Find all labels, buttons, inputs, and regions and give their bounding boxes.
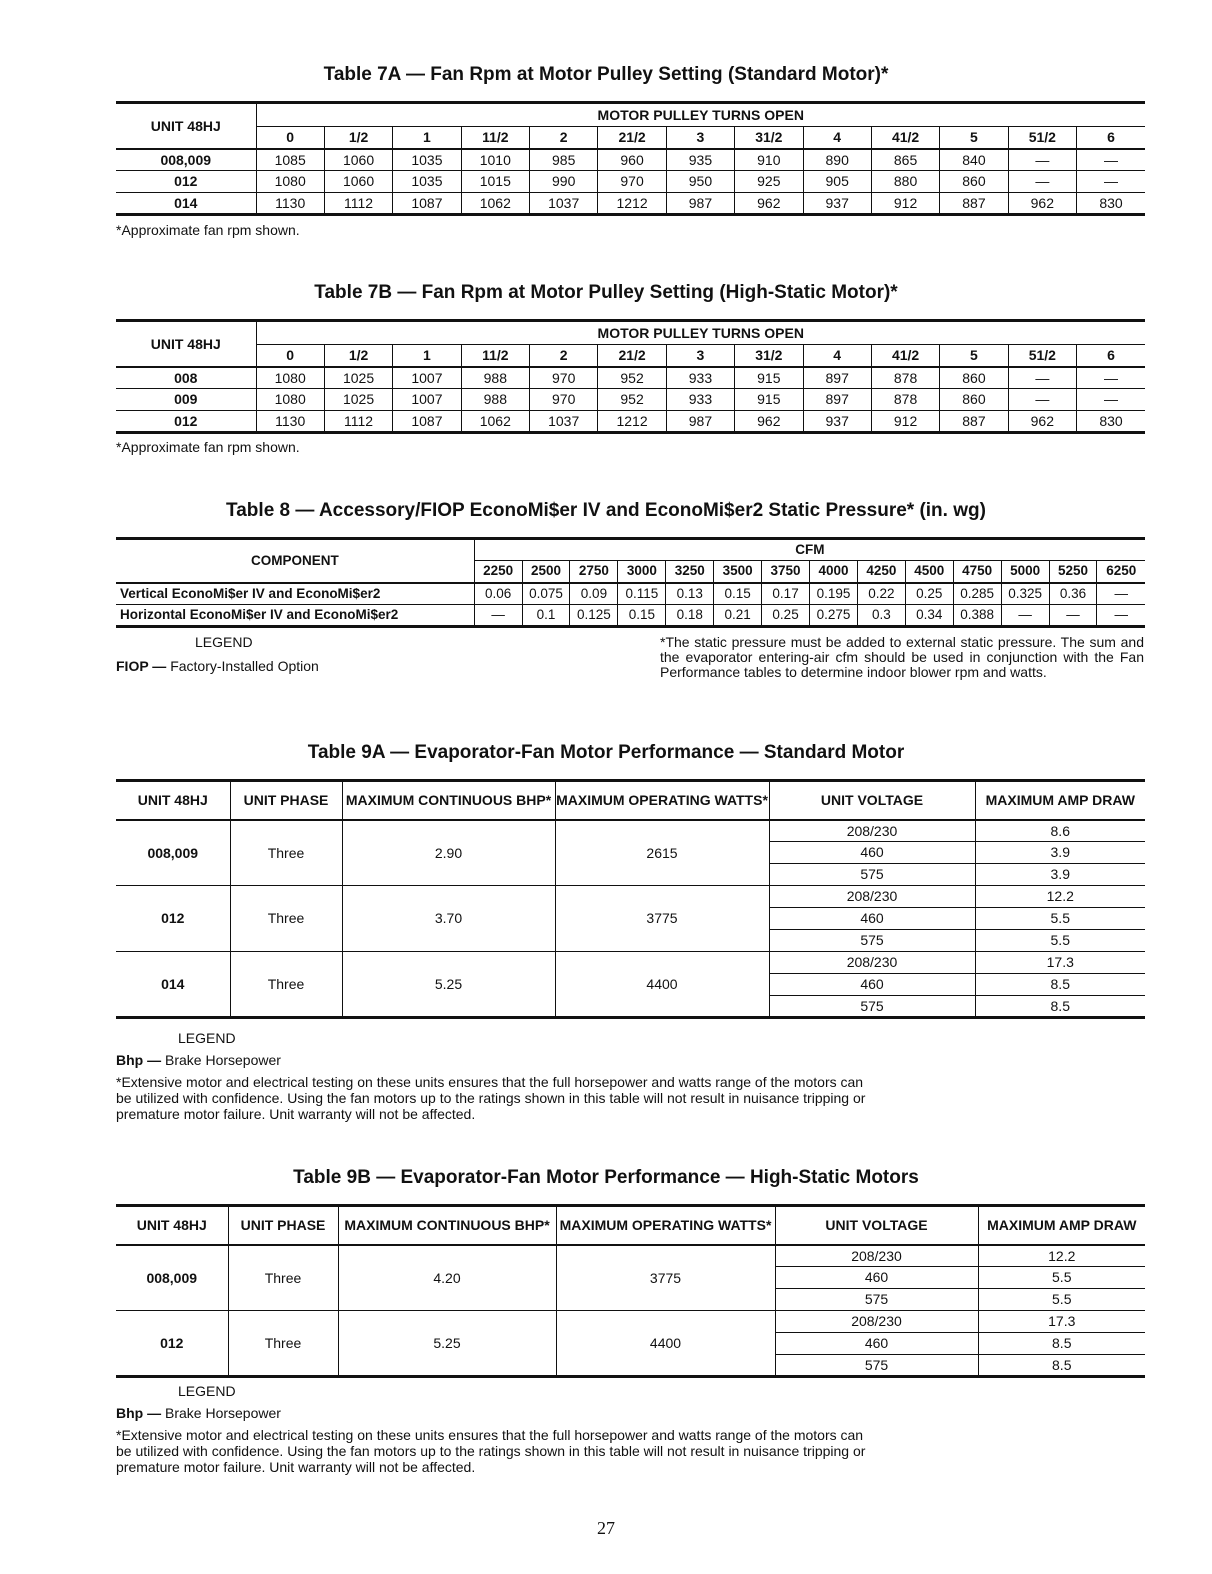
column-header: 41/2	[871, 345, 939, 367]
cell: 985	[530, 149, 598, 171]
cell: 970	[598, 171, 666, 193]
column-header: 2750	[570, 561, 618, 583]
row-amps: 8.5	[975, 974, 1145, 996]
table-9a-legend-title: LEGEND	[178, 1030, 236, 1046]
row-voltage: 575	[769, 996, 975, 1018]
row-unit: 012	[116, 411, 256, 433]
table-row	[116, 1245, 1145, 1267]
phase-header: UNIT PHASE	[228, 1206, 338, 1245]
column-header: 4250	[857, 561, 905, 583]
table-7b	[116, 319, 1145, 434]
row-unit: 008	[116, 367, 256, 389]
table-9b-title: Table 9B — Evaporator-Fan Motor Performance — High-Static Motors	[293, 1167, 919, 1188]
table-7a-title: Table 7A — Fan Rpm at Motor Pulley Setting (Standard Motor)*	[323, 64, 889, 85]
column-header: 0	[256, 127, 324, 149]
cell: 0.34	[905, 605, 953, 627]
row-bhp: 5.25	[342, 952, 555, 1018]
column-header: 1	[393, 127, 461, 149]
cell: —	[1077, 171, 1146, 193]
cell: —	[1077, 367, 1146, 389]
column-header: 3	[666, 345, 734, 367]
unit-header: UNIT 48HJ	[116, 321, 256, 367]
header-row	[116, 781, 1145, 820]
legend-definition: Brake Horsepower	[165, 1405, 281, 1421]
row-amps: 8.5	[975, 996, 1145, 1018]
column-header: 5	[940, 345, 1008, 367]
cell: 960	[598, 149, 666, 171]
cell: 0.06	[474, 583, 522, 605]
column-header: 3	[666, 127, 734, 149]
row-amps: 5.5	[975, 908, 1145, 930]
cell: 0.25	[762, 605, 810, 627]
row-voltage: 575	[775, 1289, 978, 1311]
table-9b-legend-title: LEGEND	[178, 1383, 236, 1399]
cell: 0.388	[953, 605, 1001, 627]
cell: 1130	[256, 411, 324, 433]
cell: 880	[871, 171, 939, 193]
cell: 0.285	[953, 583, 1001, 605]
table-row	[116, 149, 1145, 171]
cell: 952	[598, 367, 666, 389]
cell: 0.15	[618, 605, 666, 627]
row-bhp: 3.70	[342, 886, 555, 952]
column-header: 1/2	[324, 127, 392, 149]
phase-header: UNIT PHASE	[230, 781, 342, 820]
unit-header: UNIT 48HJ	[116, 103, 256, 149]
table-8	[116, 537, 1145, 628]
cell: —	[474, 605, 522, 627]
cell: 1080	[256, 367, 324, 389]
table-8-legend	[116, 658, 319, 674]
table-row	[116, 411, 1145, 433]
table-8-title: Table 8 — Accessory/FIOP EconoMi$er IV and EconoMi$er2 Static Pressure* (in. wg)	[226, 500, 986, 521]
cell: 1087	[393, 411, 461, 433]
cell: 830	[1077, 193, 1146, 215]
cell: 933	[666, 389, 734, 411]
watts-header: MAXIMUM OPERATING WATTS*	[556, 1206, 775, 1245]
table-row	[116, 583, 1145, 605]
cell: 0.275	[810, 605, 858, 627]
voltage-header: UNIT VOLTAGE	[775, 1206, 978, 1245]
column-header: 3000	[618, 561, 666, 583]
cell: 962	[1008, 193, 1076, 215]
row-phase: Three	[230, 952, 342, 1018]
cell: 935	[666, 149, 734, 171]
column-header: 0	[256, 345, 324, 367]
table-7b-title: Table 7B — Fan Rpm at Motor Pulley Setting (High-Static Motor)*	[314, 282, 898, 303]
cell: 915	[735, 389, 803, 411]
cell: 0.15	[714, 583, 762, 605]
cell: 1062	[461, 411, 529, 433]
row-voltage: 460	[775, 1333, 978, 1355]
cell: 860	[940, 171, 1008, 193]
row-voltage: 575	[769, 864, 975, 886]
table-row	[116, 605, 1145, 627]
cell: 1037	[530, 411, 598, 433]
legend-definition: Factory-Installed Option	[170, 658, 319, 674]
cell: 1035	[393, 171, 461, 193]
row-voltage: 208/230	[775, 1245, 978, 1267]
row-voltage: 460	[769, 908, 975, 930]
voltage-header: UNIT VOLTAGE	[769, 781, 975, 820]
table-row	[116, 367, 1145, 389]
legend-definition: Brake Horsepower	[165, 1052, 281, 1068]
cell: 860	[940, 389, 1008, 411]
column-header: 41/2	[871, 127, 939, 149]
row-watts: 3775	[555, 886, 769, 952]
cell: 962	[735, 411, 803, 433]
cell: 952	[598, 389, 666, 411]
watts-header: MAXIMUM OPERATING WATTS*	[555, 781, 769, 820]
cell: 962	[1008, 411, 1076, 433]
cell: 933	[666, 367, 734, 389]
column-header-row	[116, 127, 1145, 149]
table-row	[116, 1311, 1145, 1333]
row-amps: 17.3	[975, 952, 1145, 974]
row-component: Vertical EconoMi$er IV and EconoMi$er2	[116, 583, 474, 605]
cell: —	[1097, 605, 1145, 627]
cell: 0.13	[666, 583, 714, 605]
unit-header: UNIT 48HJ	[116, 781, 230, 820]
group-header: CFM	[474, 539, 1145, 561]
row-unit: 014	[116, 952, 230, 1018]
cell: —	[1008, 171, 1076, 193]
cell: 1007	[393, 389, 461, 411]
bhp-header: MAXIMUM CONTINUOUS BHP*	[338, 1206, 556, 1245]
column-header: 31/2	[735, 345, 803, 367]
cell: 950	[666, 171, 734, 193]
cell: 912	[871, 411, 939, 433]
table-8-footnote: *The static pressure must be added to external static pressure. The sum and the evaporator entering-air cfm should be used in conjunction with the Fan Performance tables to determine indoor blower rpm and watts.	[660, 634, 1144, 680]
cell: 897	[803, 367, 871, 389]
row-phase: Three	[230, 820, 342, 886]
cell: 1060	[324, 149, 392, 171]
cell: 1080	[256, 171, 324, 193]
cell: 1015	[461, 171, 529, 193]
column-header: 4	[803, 345, 871, 367]
row-unit: 012	[116, 1311, 228, 1377]
row-amps: 8.5	[978, 1333, 1145, 1355]
column-header: 5	[940, 127, 1008, 149]
column-header: 2250	[474, 561, 522, 583]
row-unit: 008,009	[116, 820, 230, 886]
row-unit: 008,009	[116, 1245, 228, 1311]
column-header: 6	[1077, 127, 1146, 149]
cell: 1112	[324, 411, 392, 433]
row-watts: 2615	[555, 820, 769, 886]
table-9a-footnote: *Extensive motor and electrical testing on these units ensures that the full horsepower and watts range of the motors can be utilized with confidence. Using the fan motors up to the ratings shown in this table will not result in nuisance tripping or premature motor failure. Unit warranty will not be affected.	[116, 1074, 866, 1122]
table-9a-title: Table 9A — Evaporator-Fan Motor Performance — Standard Motor	[307, 742, 905, 763]
header-row	[116, 1206, 1145, 1245]
group-header: MOTOR PULLEY TURNS OPEN	[256, 321, 1145, 345]
column-header: 5250	[1049, 561, 1097, 583]
row-watts: 4400	[556, 1311, 775, 1377]
cell: 1062	[461, 193, 529, 215]
cell: 0.21	[714, 605, 762, 627]
cell: 0.125	[570, 605, 618, 627]
cell: 970	[530, 389, 598, 411]
cell: 840	[940, 149, 1008, 171]
row-watts: 3775	[556, 1245, 775, 1311]
cell: 987	[666, 193, 734, 215]
table-row	[116, 193, 1145, 215]
table-row	[116, 389, 1145, 411]
table-row	[116, 886, 1145, 908]
cell: 925	[735, 171, 803, 193]
column-header: 11/2	[461, 345, 529, 367]
cell: 1007	[393, 367, 461, 389]
column-header: 3250	[666, 561, 714, 583]
table-9b-legend	[116, 1405, 281, 1421]
cell: 1037	[530, 193, 598, 215]
column-header: 4	[803, 127, 871, 149]
row-voltage: 575	[775, 1355, 978, 1377]
row-amps: 5.5	[978, 1267, 1145, 1289]
cell: 0.18	[666, 605, 714, 627]
cell: 0.115	[618, 583, 666, 605]
cell: 865	[871, 149, 939, 171]
cell: —	[1097, 583, 1145, 605]
legend-abbreviation: Bhp —	[116, 1405, 162, 1421]
row-amps: 5.5	[978, 1289, 1145, 1311]
table-row	[116, 820, 1145, 842]
column-header: 2	[530, 127, 598, 149]
row-bhp: 2.90	[342, 820, 555, 886]
cell: 0.25	[905, 583, 953, 605]
cell: 962	[735, 193, 803, 215]
cell: 910	[735, 149, 803, 171]
row-watts: 4400	[555, 952, 769, 1018]
cell: 878	[871, 367, 939, 389]
unit-header: UNIT 48HJ	[116, 1206, 228, 1245]
row-voltage: 460	[769, 974, 975, 996]
cell: —	[1008, 389, 1076, 411]
cell: 1130	[256, 193, 324, 215]
cell: 1080	[256, 389, 324, 411]
cell: 905	[803, 171, 871, 193]
cell: 897	[803, 389, 871, 411]
column-header: 21/2	[598, 345, 666, 367]
bhp-header: MAXIMUM CONTINUOUS BHP*	[342, 781, 555, 820]
legend-abbreviation: FIOP —	[116, 658, 167, 674]
column-header: 51/2	[1008, 127, 1076, 149]
cell: 887	[940, 193, 1008, 215]
row-bhp: 4.20	[338, 1245, 556, 1311]
column-header: 6250	[1097, 561, 1145, 583]
table-row	[116, 171, 1145, 193]
row-phase: Three	[228, 1311, 338, 1377]
cell: 987	[666, 411, 734, 433]
table-9a-legend	[116, 1052, 281, 1068]
cell: 887	[940, 411, 1008, 433]
cell: 1085	[256, 149, 324, 171]
column-header: 1	[393, 345, 461, 367]
cell: 1025	[324, 367, 392, 389]
row-amps: 12.2	[975, 886, 1145, 908]
cell: 937	[803, 193, 871, 215]
row-amps: 3.9	[975, 864, 1145, 886]
cell: 1025	[324, 389, 392, 411]
row-unit: 009	[116, 389, 256, 411]
row-amps: 17.3	[978, 1311, 1145, 1333]
cell: 1010	[461, 149, 529, 171]
legend-abbreviation: Bhp —	[116, 1052, 162, 1068]
column-header: 21/2	[598, 127, 666, 149]
cell: 1212	[598, 193, 666, 215]
table-9b	[116, 1204, 1145, 1378]
column-header: 2500	[522, 561, 570, 583]
table-7a	[116, 101, 1145, 216]
cell: 890	[803, 149, 871, 171]
column-header: 31/2	[735, 127, 803, 149]
cell: 0.1	[522, 605, 570, 627]
column-header: 4750	[953, 561, 1001, 583]
cell: 0.22	[857, 583, 905, 605]
row-voltage: 460	[769, 842, 975, 864]
cell: —	[1008, 149, 1076, 171]
column-header: 6	[1077, 345, 1146, 367]
column-header-row	[116, 345, 1145, 367]
row-bhp: 5.25	[338, 1311, 556, 1377]
column-header: 3750	[762, 561, 810, 583]
column-header: 1/2	[324, 345, 392, 367]
row-amps: 3.9	[975, 842, 1145, 864]
row-voltage: 208/230	[769, 952, 975, 974]
row-amps: 12.2	[978, 1245, 1145, 1267]
column-header: 5000	[1001, 561, 1049, 583]
cell: —	[1077, 389, 1146, 411]
table-7a-footnote: *Approximate fan rpm shown.	[116, 222, 300, 238]
cell: 915	[735, 367, 803, 389]
cell: 878	[871, 389, 939, 411]
cell: 1060	[324, 171, 392, 193]
page-number: 27	[597, 1518, 615, 1538]
cell: 0.17	[762, 583, 810, 605]
row-unit: 012	[116, 171, 256, 193]
row-voltage: 208/230	[775, 1311, 978, 1333]
cell: 912	[871, 193, 939, 215]
table-8-legend-title: LEGEND	[195, 634, 253, 650]
column-header: 4000	[810, 561, 858, 583]
cell: 1212	[598, 411, 666, 433]
cell: 0.36	[1049, 583, 1097, 605]
cell: 0.09	[570, 583, 618, 605]
row-voltage: 208/230	[769, 886, 975, 908]
row-unit: 014	[116, 193, 256, 215]
column-header: 51/2	[1008, 345, 1076, 367]
row-amps: 8.6	[975, 820, 1145, 842]
row-unit: 008,009	[116, 149, 256, 171]
column-header: 4500	[905, 561, 953, 583]
cell: —	[1077, 149, 1146, 171]
cell: 0.3	[857, 605, 905, 627]
table-9b-footnote: *Extensive motor and electrical testing on these units ensures that the full horsepower and watts range of the motors can be utilized with confidence. Using the fan motors up to the ratings shown in this table will not result in nuisance tripping or premature motor failure. Unit warranty will not be affected.	[116, 1427, 866, 1475]
cell: 0.195	[810, 583, 858, 605]
cell: —	[1001, 605, 1049, 627]
amp-header: MAXIMUM AMP DRAW	[978, 1206, 1145, 1245]
cell: 970	[530, 367, 598, 389]
row-phase: Three	[228, 1245, 338, 1311]
cell: 1087	[393, 193, 461, 215]
row-amps: 5.5	[975, 930, 1145, 952]
amp-header: MAXIMUM AMP DRAW	[975, 781, 1145, 820]
column-header: 3500	[714, 561, 762, 583]
row-component: Horizontal EconoMi$er IV and EconoMi$er2	[116, 605, 474, 627]
cell: 990	[530, 171, 598, 193]
cell: 1112	[324, 193, 392, 215]
cell: 0.075	[522, 583, 570, 605]
cell: —	[1049, 605, 1097, 627]
row-phase: Three	[230, 886, 342, 952]
cell: 0.325	[1001, 583, 1049, 605]
component-header: COMPONENT	[116, 539, 474, 583]
row-unit: 012	[116, 886, 230, 952]
column-header: 11/2	[461, 127, 529, 149]
column-header: 2	[530, 345, 598, 367]
group-header: MOTOR PULLEY TURNS OPEN	[256, 103, 1145, 127]
table-9a	[116, 779, 1145, 1019]
cell: —	[1008, 367, 1076, 389]
table-7b-footnote: *Approximate fan rpm shown.	[116, 439, 300, 455]
cell: 830	[1077, 411, 1146, 433]
cell: 937	[803, 411, 871, 433]
cell: 1035	[393, 149, 461, 171]
table-row	[116, 952, 1145, 974]
row-voltage: 208/230	[769, 820, 975, 842]
cell: 860	[940, 367, 1008, 389]
cell: 988	[461, 389, 529, 411]
row-voltage: 575	[769, 930, 975, 952]
row-amps: 8.5	[978, 1355, 1145, 1377]
cell: 988	[461, 367, 529, 389]
row-voltage: 460	[775, 1267, 978, 1289]
